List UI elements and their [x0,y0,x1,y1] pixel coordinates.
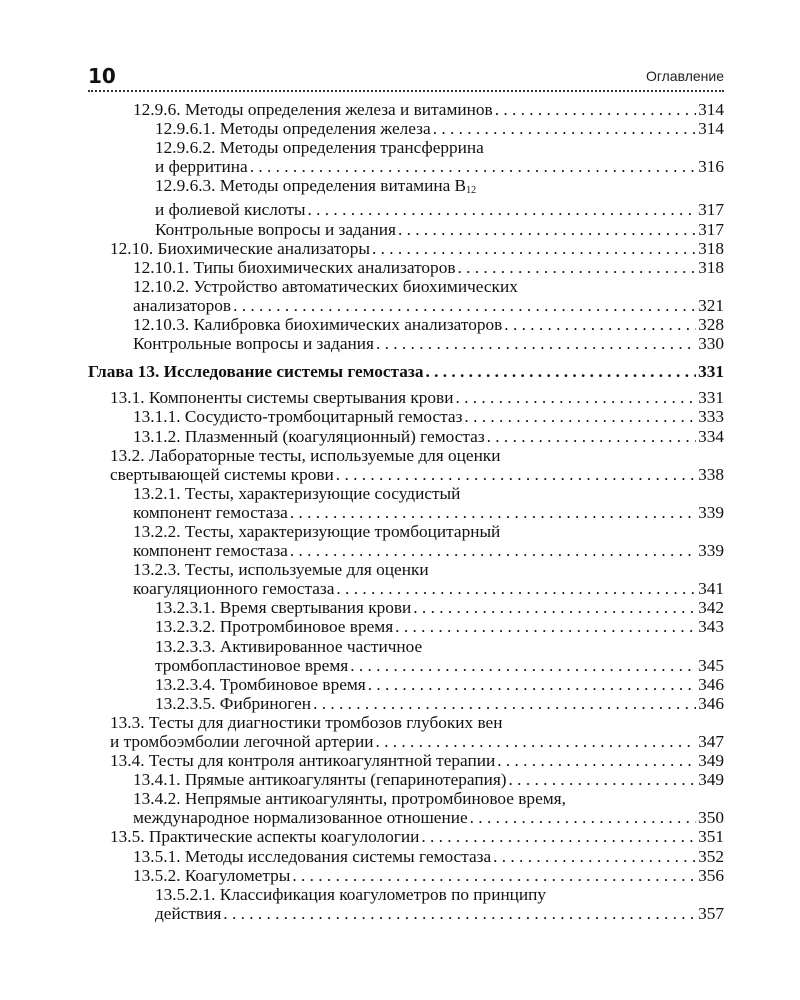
dot-leader [372,239,696,258]
toc-page-number: 331 [698,362,724,382]
dot-leader [292,866,696,885]
toc-entry-text: и фолиевой кислоты [155,200,306,220]
toc-entry-text: и ферритина [155,157,248,177]
toc-entry [88,239,724,258]
toc-entry [88,866,724,885]
dot-leader [497,751,696,770]
toc-entry-text: 13.1.2. Плазменный (коагуляционный) гемостаз [133,426,485,446]
toc-page-number: 342 [698,598,724,618]
toc-entry [88,100,724,119]
toc-page-number: 351 [698,827,724,847]
dot-leader [336,579,696,598]
toc-entry [88,407,724,426]
toc-entry [88,770,724,789]
dot-leader [413,598,696,617]
toc-entry [88,220,724,239]
toc-entry-text: 13.2.3. Тесты, используемые для оценки [133,560,429,580]
toc-entry-text: компонент гемостаза [133,541,288,561]
page-header [88,64,724,92]
toc-page-number: 317 [698,219,724,239]
toc-entry-text: Контрольные вопросы и задания [133,334,374,354]
toc-entry [88,675,724,694]
toc-page-number: 318 [698,238,724,258]
dot-leader [495,100,696,119]
toc-entry-text: 13.2.1. Тесты, характеризующие сосудистый [133,483,461,503]
toc-page-number: 352 [698,846,724,866]
toc-entry [88,885,724,923]
dot-leader [375,732,696,751]
toc-entry-text: 13.3. Тесты для диагностики тромбозов глубоких вен [110,712,503,732]
toc-entry-text: 13.5.2. Коагулометры [133,865,291,885]
toc-entry-text: 13.2.3.4. Тромбиновое время [155,674,366,694]
toc-entry-text: 13.1. Компоненты системы свертывания крови [110,388,454,408]
toc-entry-text: тромбопластиновое время [155,655,349,675]
toc-entry-text: 13.5.2.1. Классификация коагулометров по принципу [155,884,547,904]
toc-entry-text: 13.2.3.2. Протромбиновое время [155,617,394,637]
toc-page-number: 345 [698,655,724,675]
toc-entry-text: 13.5. Практические аспекты коагулологии [110,827,420,847]
toc-entry-text: компонент гемостаза [133,502,288,522]
toc-page-number: 331 [698,388,724,408]
toc-page-number: 339 [698,502,724,522]
toc-entry [88,751,724,770]
toc-page-number: 347 [698,732,724,751]
toc-page-number: 346 [698,674,724,694]
dot-leader [336,465,696,484]
toc-entry [88,484,724,522]
toc-entry-text: 13.2.2. Тесты, характеризующие тромбоцитарный [133,521,501,541]
toc-entry-text: 12.10.3. Калибровка биохимических анализаторов [133,315,503,335]
toc-entry-text: 13.1.1. Сосудисто-тромбоцитарный гемостаз [133,407,463,427]
toc-entry [88,334,724,353]
toc-entry [88,176,724,219]
toc-page-number: 349 [698,770,724,790]
table-of-contents [88,100,724,923]
toc-page-number: 316 [698,157,724,177]
page-number: 10 [88,64,116,88]
toc-page-number: 333 [698,407,724,427]
toc-entry-text: 12.9.6.3. Методы определения витамина B [155,176,467,196]
toc-entry-text: анализаторов [133,295,232,315]
toc-entry-text: 13.4.1. Прямые антикоагулянты (гепаринотерапия) [133,770,507,790]
toc-page-number: 350 [698,808,724,828]
toc-entry-text: 13.2.3.3. Активированное частичное [155,636,423,656]
dot-leader [350,656,696,675]
toc-entry [88,598,724,617]
toc-entry [88,427,724,446]
toc-entry [88,522,724,560]
dot-leader [308,200,697,219]
toc-page-number: 339 [698,541,724,561]
toc-entry-text: международное нормализованное отношение [133,808,468,828]
dot-leader [509,770,697,789]
toc-page-number: 330 [698,334,724,354]
toc-entry-text: 13.4.2. Непрямые антикоагулянты, протромбиновое время, [133,789,566,809]
toc-entry [88,446,724,484]
toc-entry [88,617,724,636]
dot-leader [421,827,696,846]
toc-entry-text: коагуляционного гемостаза [133,579,335,599]
toc-entry-text: 13.2.3.1. Время свертывания крови [155,598,412,618]
toc-page-number: 334 [698,426,724,446]
toc-page-number: 346 [698,693,724,713]
dot-leader [504,315,696,334]
dot-leader [470,808,696,827]
dot-leader [368,675,696,694]
toc-entry-text: 12.9.6.1. Методы определения железа [155,119,431,139]
toc-page-number: 317 [698,200,724,220]
toc-entry-text: 13.4. Тесты для контроля антикоагулянтной терапии [110,751,496,771]
toc-entry [88,637,724,675]
dot-leader [458,258,697,277]
toc-page-number: 338 [698,464,724,484]
toc-page-number: 349 [698,751,724,771]
toc-entry-text: 12.9.6.2. Методы определения трансферрина [155,138,484,158]
dot-leader [425,362,696,381]
toc-page-number: 321 [698,295,724,315]
toc-entry [88,560,724,598]
running-title: Оглавление [645,68,724,84]
toc-entry [88,315,724,334]
toc-page-number: 356 [698,865,724,885]
dot-leader [376,334,696,353]
toc-entry-text: 13.2.3.5. Фибриноген [155,693,312,713]
toc-entry [88,713,724,751]
toc-entry [88,258,724,277]
toc-entry-text: 12.10. Биохимические анализаторы [110,238,370,258]
toc-entry-text: 12.10.2. Устройство автоматических биохимических [133,276,518,296]
toc-entry [88,277,724,315]
toc-chapter-entry [88,362,724,381]
dot-leader [290,541,696,560]
toc-page-number: 318 [698,257,724,277]
dot-leader [493,847,696,866]
dot-leader [250,157,696,176]
toc-page-number: 328 [698,315,724,335]
toc-page-number: 341 [698,579,724,599]
toc-entry-text: 13.5.1. Методы исследования системы гемостаза [133,846,492,866]
dot-leader [398,220,696,239]
dot-leader [464,407,696,426]
toc-page-number: 357 [698,903,724,923]
toc-entry [88,847,724,866]
dot-leader [290,503,696,522]
toc-entry-text: Контрольные вопросы и задания [155,219,396,239]
subscript: 12 [466,185,477,197]
toc-entry-text: 13.2. Лабораторные тесты, используемые для оценки [110,445,501,465]
toc-entry [88,789,724,827]
dot-leader [223,904,696,923]
dot-leader [455,388,696,407]
toc-entry [88,388,724,407]
toc-entry [88,827,724,846]
toc-entry [88,119,724,138]
toc-entry-text: действия [155,903,222,923]
toc-entry-text: 12.9.6. Методы определения железа и витаминов [133,100,493,119]
toc-entry-text: 12.10.1. Типы биохимических анализаторов [133,257,456,277]
toc-page-number: 314 [698,119,724,139]
toc-entry [88,694,724,713]
toc-entry [88,138,724,176]
toc-entry-text: Глава 13. Исследование системы гемостаза [88,362,424,382]
dot-leader [313,694,696,713]
toc-page-number: 343 [698,617,724,637]
dot-leader [233,296,696,315]
toc-entry-text: свертывающей системы крови [110,464,334,484]
dot-leader [433,119,696,138]
dot-leader [487,427,696,446]
toc-entry-text: и тромбоэмболии легочной артерии [110,732,374,751]
toc-page-number: 314 [698,100,724,119]
dot-leader [395,617,696,636]
